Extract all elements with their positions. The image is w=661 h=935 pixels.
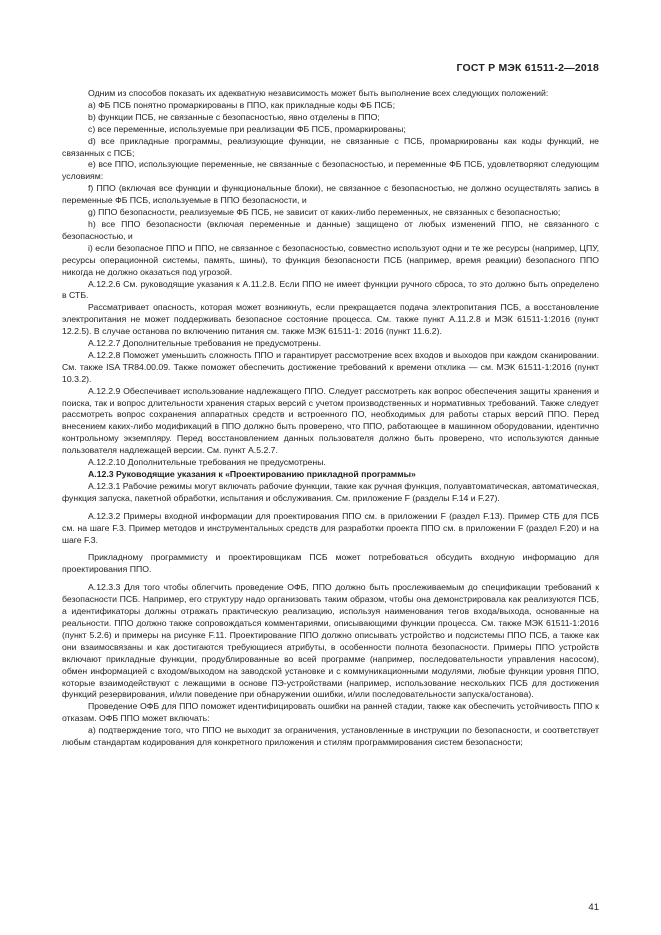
paragraph: c) все переменные, используемые при реализации ФБ ПСБ, промаркированы; xyxy=(88,123,406,134)
paragraph: f) ППО (включая все функции и функциональные блоки), не связанное с безопасностью, не должно осуществлять запись в переменные ФБ ПСБ, используемые в ППО безопасности, и xyxy=(62,183,599,206)
paragraph: h) все ППО безопасности (включая переменные и данные) защищено от любых изменений ППО, не связанного с безопасностью, и xyxy=(62,218,599,241)
paragraph: А.12.2.6 См. руководящие указания к А.11.2.8. Если ППО не имеет функции ручного сброса, то это должно быть определено в СТБ. xyxy=(62,278,599,301)
paragraph: a) подтверждение того, что ППО не выходит за ограничения, установленные в инструкции по безопасности, и соответствует любым стандартам кодирования для конкретного приложения и стилям программирования систем безопасности; xyxy=(62,725,599,748)
paragraph: А.12.3.2 Примеры входной информации для проектирования ППО см. в приложении F (раздел F.13). Пример СТБ для ПСБ см. на шаге F.3. Пример методов и инструментальных средств для разработки проекта ППО см. в приложении F (раздел F.20) и на шаге F.3. xyxy=(62,510,599,545)
paragraph: i) если безопасное ППО и ППО, не связанное с безопасностью, совместно используют одни и те же ресурсы (например, ЦПУ, ресурсы операционной системы, память, шины), то функция безопасности ПСБ (например, время реакции) безопасного ППО никогда не должно оказаться под угрозой. xyxy=(62,242,599,277)
paragraph: e) все ППО, использующие переменные, не связанные с безопасностью, и переменные ФБ ПСБ, удовлетворяют следующим условиям: xyxy=(62,159,599,182)
paragraph: d) все прикладные программы, реализующие функции, не связанные с ПСБ, промаркированы как коды функций, не связанных с ПСБ; xyxy=(62,135,599,158)
paragraph: А.12.3.3 Для того чтобы облегчить проведение ОФБ, ППО должно быть прослеживаемым до спецификации требований к безопасности ПСБ. Например, его структуру надо организовать таким образом, чтобы она демонстрировала как реализуются ПСБ, а идентификаторы должны отражать практическую реализацию, используя наименования тегов входа/выхода, основанные на реальности. ППО должно также сопровождаться комментариями, описывающими функции процесса. См. также МЭК 61511-1:2016 (пункт 5.2.6) и примеры на рисунке F.11. Проектирование ППО должно описывать устройство и подсистемы ППО ПСБ, а также как они взаимосвязаны и как достигаются требующиеся атрибуты, в особенности полнота безопасности. Примеры ППО устройств включают прикладные функции, продублированные во всей программе (например, последовательности управления насосом), обмен информацией с входом/выходом на заводской установке и с коммуникационными модулями, любые функции уровня ППО, которые взаимодействуют с лежащими в основе ПЭ-устройствами (например, использование нескольких ПСБ для достижения функций резервирования, и/или поведение при обнаружении ошибки, и/или последовательности запуска/останова). xyxy=(62,582,599,700)
paragraph: Проведение ОФБ для ППО поможет идентифицировать ошибки на ранней стадии, также как обеспечить устойчивость ППО к отказам. ОФБ ППО может включать: xyxy=(62,701,599,724)
section-heading: А.12.3 Руководящие указания к «Проектированию прикладной программы» xyxy=(88,469,416,479)
paragraph: А.12.3.1 Рабочие режимы могут включать рабочие функции, такие как ручная функция, полуавтоматическая, автоматическая, функция запуска, пакетной обработки, испытания и обслуживания. См. приложение F (разделы F.14 и F.27). xyxy=(62,480,599,503)
paragraph: Рассматривает опасность, которая может возникнуть, если прекращается подача электропитания ПСБ, а восстановление электропитания не может поддерживать безопасное состояние процесса. См. также пункт А.11.2.8 и МЭК 61511-1:2016 (пункт 12.2.5). В случае останова по включению питания см. также МЭК 61511-1: 2016 (пункт 11.6.2). xyxy=(62,302,599,337)
paragraph: g) ППО безопасности, реализуемые ФБ ПСБ, не зависит от каких-либо переменных, не связанных с безопасностью; xyxy=(88,207,561,218)
page-number: 41 xyxy=(588,902,599,913)
paragraph: А.12.2.10 Дополнительные требования не предусмотрены. xyxy=(88,457,326,468)
paragraph: b) функции ПСБ, не связанные с безопасностью, явно отделены в ППО; xyxy=(88,111,380,122)
paragraph: Прикладному программисту и проектировщикам ПСБ может потребоваться обсудить входную информацию для проектирования ППО. xyxy=(62,552,599,575)
paragraph: А.12.2.7 Дополнительные требования не предусмотрены. xyxy=(88,338,322,349)
document-body xyxy=(62,88,599,749)
paragraph: А.12.2.8 Поможет уменьшить сложность ППО и гарантирует рассмотрение всех входов и выходов при каждом сканировании. См. также ISA TR84.00.09. Также поможет обеспечить достижение требований к времени отклика — см. МЭК 61511-1:2016 (пункт 10.3.2). xyxy=(62,349,599,384)
paragraph: А.12.2.9 Обеспечивает использование надлежащего ППО. Следует рассмотреть как вопрос обеспечения защиты хранения и поиска, так и вопрос длительности хранения старых версий с учетом производственных и нормативных требований. Также следует рассмотреть вопрос сохранения аппаратных средств и встроенного ПО, необходимых для работы старых версий ППО. Перед внесением каких-либо модификаций в ППО должно быть проверено, что ППО, работающее в машинном оборудовании, идентично контрольному экземпляру. Перед восстановлением данных пользователя должно быть проверено, что используются данные пользователя надлежащей версии. См. пункт А.5.2.7. xyxy=(62,385,599,456)
paragraph: Одним из способов показать их адекватную независимость может быть выполнение всех следующих положений: xyxy=(88,88,549,98)
paragraph: a) ФБ ПСБ понятно промаркированы в ППО, как прикладные коды ФБ ПСБ; xyxy=(88,99,395,110)
document-header: ГОСТ Р МЭК 61511-2—2018 xyxy=(456,62,599,74)
